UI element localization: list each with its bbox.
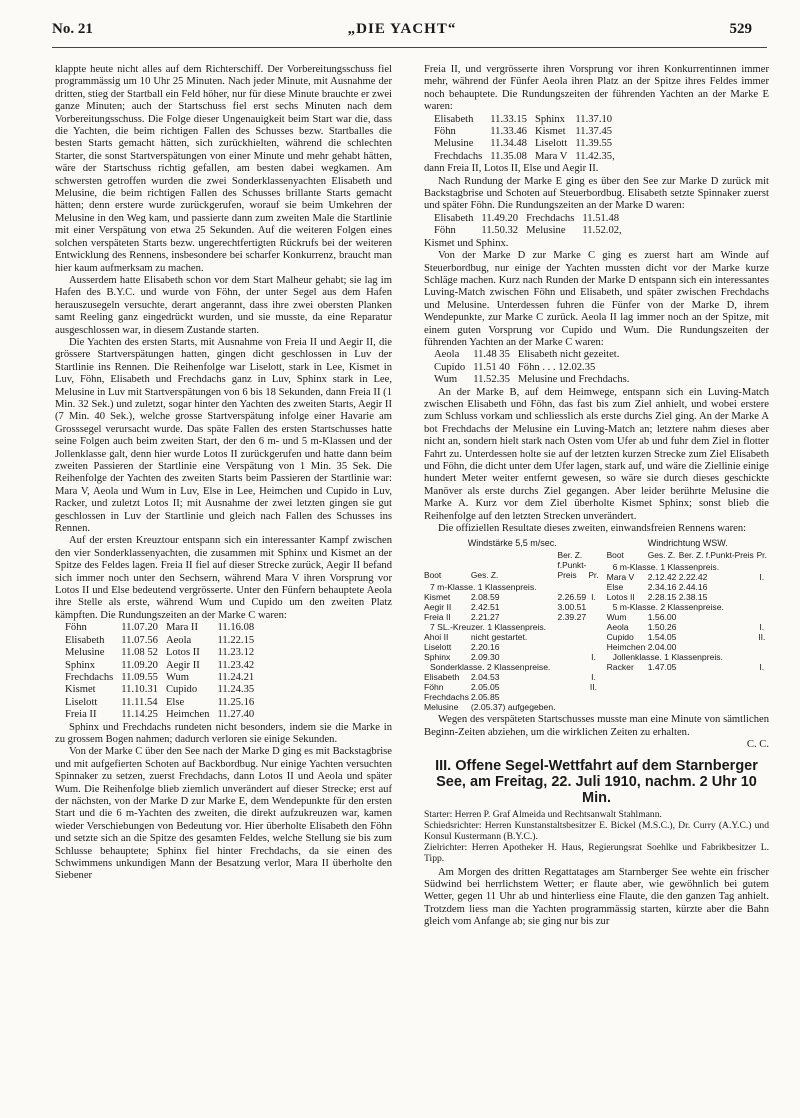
time-row [434, 126, 623, 138]
results-row [424, 612, 601, 622]
starter-line: Starter: Herren P. Graf Almeida und Rechtsanwalt Stahlmann. [424, 808, 662, 820]
results-row [607, 572, 769, 582]
time-row [434, 151, 623, 163]
paragraph: Auf der ersten Kreuztour entspann sich ein interessanter Kampf zwischen den vier Sonderklassenyachten, die zusammen mit Sphinx und Kismet an der Spitze des Feldes lagen. Freia II fiel auf dieser Strecke zurück, Aegir II befand sich immer noch unter den Sechsern, während Mara V ihren Vorsprung vor Lotos II und Else bedeutend vergrösserte. Unter den Fünfern behauptete Aeola ihre Stelle als erste, während Wum und Cupido um den zweiten Platz kämpften. Die Rundungszeiten an der Marke C waren: [55, 535, 392, 621]
results-row [424, 622, 601, 632]
times-table-mark-e [434, 114, 623, 164]
results-table [424, 538, 769, 712]
time-cell: 11.07.56 [121, 634, 158, 646]
time-cell: 11.33.15 [490, 113, 527, 125]
results-cell: Wum [606, 612, 627, 623]
class-header: 6 m-Klasse. 1 Klassenpreis. [612, 562, 720, 573]
class-header: 5 m-Klasse. 2 Klassenpreise. [612, 602, 724, 613]
results-column-header: Boot [606, 550, 624, 561]
time-cell: Mara V [534, 150, 568, 162]
time-cell: Föhn . . . 12.02.35 [517, 361, 596, 373]
time-row [65, 672, 262, 684]
paragraph: dann Freia II, Lotos II, Else und Aegir II. [424, 163, 599, 175]
results-cell: Aeola [606, 622, 629, 633]
results-row [424, 602, 601, 612]
results-cell: II. [589, 682, 598, 693]
results-cell: 2.42.51 [470, 602, 500, 613]
results-left [424, 538, 601, 712]
time-cell: Frechdachs [526, 212, 575, 224]
results-column-header: Pr. [756, 550, 767, 561]
time-cell: Wum [434, 374, 458, 386]
results-cell [557, 632, 588, 642]
results-row [424, 632, 601, 642]
results-cell: 3.00.51 [557, 602, 587, 613]
results-cell: 2.22.42 [678, 572, 708, 583]
time-cell: 11.10.31 [121, 684, 158, 696]
results-row [607, 592, 769, 602]
page-number: 529 [729, 21, 752, 37]
results-cell [557, 682, 588, 692]
results-cell: I. [591, 672, 596, 683]
results-cell: 2.26.59 [557, 592, 587, 603]
time-cell: Liselott [534, 138, 568, 150]
results-cell: 2.05.85 [470, 692, 500, 703]
time-row [65, 697, 262, 709]
results-cell: Elisabeth [424, 672, 460, 683]
time-cell: 11.09.55 [121, 671, 158, 683]
results-cell: Melusine [424, 702, 459, 713]
results-cell [588, 602, 600, 612]
time-cell: Föhn [434, 126, 456, 138]
wind-direction: Windrichtung WSW. [647, 538, 728, 549]
right-column [424, 64, 769, 929]
time-row [65, 635, 262, 647]
results-cell: Liselott [424, 642, 452, 653]
time-cell: Aeola [165, 634, 192, 646]
results-row [607, 582, 769, 592]
paragraph: An der Marke B, auf dem Heimwege, entspann sich ein Luving-Match zwischen Elisabeth und Föhn, das fast bis zum Ziel anhielt, und wobei erstere zum Schluss vorkam und schliesslich als erste durchs Ziel ging. An der Marke A bot Frechdachs der Melusine ein Luving-Match an; letztere nahm dieses aber nicht an, sondern hielt stark nach Osten vom Ufer ab und fuhr dem Ziel in flotter Fahrt zu. Unterdessen holte sie auf der letzten kurzen Strecke zum Ziel Elisabeth und Föhn, die dicht unter dem Ufer lagen, stark auf, und wäre die Ziellinie einige hundert Meter weiter entfernt gewesen, so wäre sie durch dieses geschickte Manöver als erste durchs Ziel gegangen. Aber leider berührte Melusine die Marke A. Kurz vor dem Ziel überholte Kismet Sphinx; sonst blieb die Reihenfolge auf den letzten Strecken unverändert. [424, 386, 769, 522]
time-cell: 11.33.46 [490, 126, 527, 138]
time-cell: Frechdachs [65, 671, 114, 683]
results-cell: Mara V [606, 572, 635, 583]
results-cell: Föhn [424, 682, 444, 693]
results-row [607, 562, 769, 572]
time-row [434, 374, 637, 386]
time-cell: 11.35.08 [490, 150, 527, 162]
time-cell: Else [165, 696, 185, 708]
signature: C. C. [746, 739, 769, 751]
time-cell: Cupido [165, 684, 198, 696]
time-cell: 11.16.08 [217, 622, 255, 634]
time-cell: Heimchen [165, 709, 210, 721]
paragraph: Von der Marke C über den See nach der Marke D ging es mit Backstagbrise und mit aufgefierten Schoten auf Backbordbug. Nur einige Yachten versuchten Spinnaker zu setzen, zuerst Frechdachs, dann Lotos II und Aeola und später Wum. Die Reihenfolge blieb ziemlich unverändert auf dieser Strecke; erst auf der nächsten, von der Marke D zur Marke E, dem Wendepunkte für den ersten Start und die 6 m-Yachten des zweiten, die direkt aufzukreuzen war, kamen wieder Verschiebungen von Bedeutung vor. Hier überholte Elisabeth den Föhn und setzte sich an die Spitze des gesamten Feldes, welche Stellung sie bis zum Schlusse behauptete; Sphinx fiel hinter Frechdachs, da sie einen des Schwimmens unkundigen Mann der Besatzung verlor, Mara II überholte den Siebener [55, 746, 392, 882]
results-cell: 2.04.00 [647, 642, 677, 653]
results-cell [757, 582, 769, 592]
results-cell: Freia II [424, 612, 451, 623]
results-cell: 2.09.30 [470, 652, 500, 663]
results-cell: 2.04.53 [470, 672, 500, 683]
class-header: 7 SL.-Kreuzer. 1 Klassenpreis. [430, 622, 547, 633]
left-column [55, 64, 392, 883]
results-row [607, 652, 769, 662]
results-cell: I. [759, 572, 765, 583]
results-cell: Cupido [606, 632, 634, 643]
time-cell: Föhn [65, 622, 87, 634]
time-cell: Elisabeth nicht gezeitet. [517, 349, 620, 361]
time-cell: Elisabeth [434, 113, 474, 125]
paragraph: Ausserdem hatte Elisabeth schon vor dem Start Malheur gehabt; sie lag im Hafen des B.Y.C. und wurde von Föhn, der unter Segel aus dem Hafen herauszusegeln versuchte, derart angerannt, dass ihre zwei obersten Planken samt Reeling ganz eingedrückt wurden, und sie musste, da eine Reparatur ausgeschlossen war, in diesem Zustande starten. [55, 274, 392, 336]
results-cell [679, 612, 757, 622]
time-cell: 11.09.20 [121, 659, 158, 671]
results-cell [557, 702, 588, 712]
results-cell: 1.47.05 [647, 662, 677, 673]
paragraph: Sphinx und Frechdachs rundeten nicht besonders, indem sie die Marke in zu grossem Bogen nahmen; dadurch verloren sie einige Sekunden. [55, 721, 392, 745]
section-heading: III. Offene Segel-Wettfahrt auf dem Starnberger See, am Freitag, 22. Juli 1910, nachm. 2 Uhr 10 Min. [435, 757, 758, 806]
time-row [434, 362, 637, 374]
time-cell: Melusine und Frechdachs. [517, 374, 630, 386]
results-cell: I. [591, 592, 596, 603]
time-cell: 11.25.16 [217, 696, 255, 708]
results-cell: 2.08.59 [470, 592, 500, 603]
time-cell: Sphinx [534, 113, 565, 125]
magazine-title: „DIE YACHT“ [347, 21, 457, 37]
results-row [424, 672, 601, 682]
results-row [424, 592, 601, 602]
results-row [424, 582, 601, 592]
results-cell: 2.34.16 [647, 582, 677, 593]
results-cell [588, 692, 600, 702]
time-row [65, 647, 262, 659]
results-cell: Lotos II [606, 592, 635, 603]
results-row [424, 702, 601, 712]
results-cell: nicht gestartet. [470, 632, 528, 643]
results-cell: Racker [606, 662, 634, 673]
time-cell: Elisabeth [434, 212, 474, 224]
results-cell [557, 692, 588, 702]
results-cell: I. [759, 662, 765, 673]
results-row [424, 682, 601, 692]
time-cell: Kismet [65, 684, 96, 696]
results-row [607, 632, 769, 642]
time-cell: 11.50.32 [481, 225, 519, 237]
results-column-header: Pr. [588, 570, 599, 581]
time-cell: 11.07.20 [121, 622, 158, 634]
paragraph: Von der Marke D zur Marke C ging es zuerst hart am Winde auf Steuerbordbug, nur einige der Yachten mussten dicht vor der Marke kurze Schläge machen. Kurz nach Runden der Marke D entspann sich ein interessantes Luving-Match zwischen Föhn und Elisabeth, und später zwischen Frechdachs und Melusine. Unterdessen fuhren die Fünfer von der Marke D, ihrem Wendepunkte, zur Marke C zurück. Aeola II lag immer noch an der Spitze, mit einem guten Vorsprung vor Cupido und Wum. Die Rundungszeiten der führenden Yachten an der Marke C waren: [424, 250, 769, 348]
time-cell: 11.52.02, [582, 225, 622, 237]
results-cell: Else [606, 582, 624, 593]
results-row [424, 692, 601, 702]
time-cell: 11.23.12 [217, 647, 255, 659]
results-cell: Aegir II [424, 602, 452, 613]
results-row [607, 662, 769, 672]
results-row [607, 622, 769, 632]
results-cell [557, 672, 588, 682]
results-cell [557, 652, 588, 662]
results-cell: Kismet [424, 592, 451, 603]
results-column-header: Ber. Z. f.Punkt-Preis [678, 550, 754, 561]
time-cell: 11.27.40 [217, 709, 255, 721]
time-row [434, 213, 630, 225]
results-cell: Sphinx [424, 652, 451, 663]
results-cell [588, 642, 600, 652]
results-right [607, 538, 769, 712]
time-cell: Aegir II [165, 659, 200, 671]
time-cell: 11.51.48 [582, 212, 620, 224]
header-rule [52, 47, 767, 48]
paragraph: Nach Rundung der Marke E ging es über den See zur Marke D zurück mit Backstagbrise und Schoten auf Steuerbordbug. Elisabeth setzte Spinnaker zuerst und später Föhn. Die Rundungszeiten an der Marke D waren: [424, 175, 769, 212]
results-row [424, 642, 601, 652]
results-cell: Frechdachs [424, 692, 469, 703]
time-cell: Melusine [526, 225, 566, 237]
judges-line: Schiedsrichter: Herren Kunstanstaltsbesitzer E. Bickel (M.S.C.), Dr. Curry (A.Y.C.) und Konsul Kustermann (B.Y.C.). [424, 819, 769, 843]
class-header: 7 m-Klasse. 1 Klassenpreis. [430, 582, 537, 593]
time-row [434, 349, 637, 361]
time-cell: 11.48 35 [473, 349, 510, 361]
results-row [607, 642, 769, 652]
time-row [65, 684, 262, 696]
results-cell: 2.21.27 [470, 612, 500, 623]
results-column-header: Ges. Z. [470, 570, 499, 581]
time-cell: 11.39.55 [575, 138, 613, 150]
time-cell: Wum [165, 671, 190, 683]
results-cell: (2.05.37) aufgegeben. [470, 702, 556, 713]
time-cell: Sphinx [65, 659, 96, 671]
paragraph: Freia II, und vergrösserte ihren Vorsprung vor ihren Konkurrentinnen immer mehr, während der Fünfer Aeola ihren Platz an der Spitze ihres Feldes immer noch behauptete. Die Rundungszeiten der führenden Yachten an der Marke E waren: [424, 64, 769, 113]
results-cell: 2.12.42 [647, 572, 677, 583]
results-cell: 2.39.27 [557, 612, 587, 623]
results-cell [557, 642, 588, 652]
paragraph: Kismet und Sphinx. [424, 237, 509, 249]
time-cell: Liselott [65, 696, 98, 708]
time-cell: 11.42.35, [575, 150, 615, 162]
results-row [424, 662, 601, 672]
results-cell [588, 612, 600, 622]
time-cell: 11.37.45 [575, 126, 613, 138]
results-row [607, 612, 769, 622]
time-cell: Lotos II [165, 647, 200, 659]
time-cell: 11.23.42 [217, 659, 255, 671]
time-cell: 11.51 40 [473, 361, 510, 373]
time-cell: Freia II [65, 709, 97, 721]
issue-number: No. 21 [52, 21, 93, 37]
time-row [65, 622, 262, 634]
results-cell: I. [759, 622, 765, 633]
results-cell: 1.50.26 [647, 622, 677, 633]
time-row [434, 225, 630, 237]
paragraph: klappte heute nicht alles auf dem Richterschiff. Der Vorbereitungsschuss fiel programmässig um 10 Uhr 25 Minuten. Nach jeder Minute, mit Ausnahme der dritten, stieg der Startball ein Feld höher, nur für diese Minute brauchte er zwei ganze Minuten; auch der Startschuss fiel erst sechs Minuten nach dem Vorbereitungsschuss. Die Folge dieser Ungenauigkeit beim Start war die, dass die Yachten, die beim richtigen Fallen des Schusses bezw. Startballes die besten Starts gemacht hätten, sich zurückhielten, während die schlechten Starter, die sonst Startverspätungen von einer Minute und mehr gehabt hätten, wäre der Startschuss richtig gefallen, am besten dabei wegkamen. Am schwersten getroffen wurden die zwei Sonderklassenyachten Elisabeth und Melusine, die beim richtigen Fallen des Schusses brillante Starts gemacht hätten; denn erstere wurde zurückgerufen, worauf sie beim Umkehren der Melusine in den Weg kam, und passierte dann zum zweiten Male die Startlinie mit einer Verspätung von etwa 25 Sekunden. Auf die weiteren Folgen eines solchen verspäteten Starts bezw. ungerechtfertigten Rückrufs bei der weiteren Entwicklung des Rennens, insbesondere bei scharfer Konkurrenz, braucht man hier kaum aufmerksam zu machen. [55, 64, 392, 274]
results-cell: I. [591, 652, 596, 663]
results-cell [757, 592, 769, 602]
results-cell: Ahoi II [424, 632, 449, 643]
results-cell: 1.56.00 [647, 612, 677, 623]
time-cell: Mara II [165, 622, 198, 634]
time-row [65, 709, 262, 721]
results-cell [679, 622, 757, 632]
time-cell: 11.52.35 [473, 374, 510, 386]
time-cell: 11.24.35 [217, 684, 255, 696]
results-cell [679, 662, 757, 672]
times-table-mark-c [65, 622, 262, 721]
times-table-mark-d [434, 213, 630, 238]
time-cell: Aeola [434, 349, 460, 361]
time-cell: Melusine [65, 647, 105, 659]
paragraph: Die offiziellen Resultate dieses zweiten, einwandsfreien Rennens waren: [438, 523, 747, 535]
results-cell: II. [758, 632, 766, 643]
results-cell [757, 612, 769, 622]
results-column-header: Ges. Z. [647, 550, 676, 561]
time-cell: 11.14.25 [121, 709, 158, 721]
wind-strength: Windstärke 5,5 m/sec. [467, 538, 557, 549]
time-row [65, 660, 262, 672]
time-cell: 11.49.20 [481, 212, 519, 224]
paragraph: Am Morgen des dritten Regattatages am Starnberger See wehte ein frischer Südwind bei herrlichstem Wetter; er flaute aber, wie gewöhnlich bei gutem Wetter, gegen 11 Uhr ab und hinterliess eine Flaute, die den ganzen Tag anhielt. Trotzdem liess man die Yachten programmässig starten, kürzte aber die Bahn gleich vom Anfange ab; sie ging nur bis zur [424, 866, 769, 928]
officials [424, 809, 769, 865]
time-cell: Elisabeth [65, 634, 105, 646]
time-cell: 11.08 52 [121, 647, 158, 659]
results-row [424, 652, 601, 662]
results-cell: 1.54.05 [647, 632, 677, 643]
results-cell: 2.20.16 [470, 642, 500, 653]
results-cell [757, 642, 769, 652]
results-cell [588, 702, 600, 712]
time-row [434, 114, 623, 126]
time-cell: Melusine [434, 138, 474, 150]
results-cell: 2.28.15 [647, 592, 677, 603]
class-header: Sonderklasse. 2 Klassenpreise. [430, 662, 551, 673]
time-cell: Cupido [434, 361, 466, 373]
paragraph: Die Yachten des ersten Starts, mit Ausnahme von Freia II und Aegir II, die grössere Startverspätungen hatten, gingen dicht geschlossen in Luv der Startlinie ins Rennen. Die Reihenfolge war Liselott, stark in Lee, Kismet in Luv, Föhn, Elisabeth und Frechdachs ganz in Luv, Sphinx stark in Lee, Melusine in Luv mit Startverspätungen von 6 bis 18 Sekunden, dann Freia II (1 Min. 32 Sek.) und zuletzt, sogar hinter den Yachten des zweiten Starts, Aegir II (7 Min. 40 Sek.), welche grosse Startverspätung infolge einer Havarie am Grosssegel verursacht wurde. Das späte Fallen des ersten Startschusses hatte seine Folgen auch beim zweiten Start, der den 6 m- und 5 m-Klassen und der Jollenklasse galt, denn hier wurde Lotos II zurückgerufen und hatte dann beim zweiten Passieren der Startlinie eine Verspätung von 1 Min. 35 Sek. Die Reihenfolge der Yachten des zweiten Starts beim Passieren der Startlinie war: Mara V, Aeola und Wum in Luv, Else in Lee, Heimchen und Cupido in Luv, Racker, und zuletzt Lotos II; mit Ausnahme der zwei letzten gingen sie gut geschlossen in Luv der Startlinie und gleich nach Fallen des Schusses ins Rennen. [55, 336, 392, 535]
time-cell: Kismet [534, 126, 566, 138]
time-cell: 11.22.15 [217, 634, 255, 646]
results-cell [588, 632, 600, 642]
results-cell: 2.44.16 [678, 582, 708, 593]
time-row [434, 138, 623, 150]
class-header: Jollenklasse. 1 Klassenpreis. [612, 652, 723, 663]
results-column-header: Ber. Z. f.Punkt-Preis [557, 550, 587, 581]
time-cell: Frechdachs [434, 150, 483, 162]
results-row [607, 602, 769, 612]
times-table-mark-c2 [434, 349, 637, 386]
finish-judges-line: Zielrichter: Herren Apotheker H. Haus, Regierungsrat Soehlke und Fabrikbesitzer L. Tipp. [424, 842, 769, 865]
results-cell: Heimchen [606, 642, 646, 653]
results-cell: 2.05.05 [470, 682, 500, 693]
results-cell [679, 632, 757, 642]
time-cell: 11.11.54 [121, 696, 158, 708]
time-cell: Föhn [434, 225, 456, 237]
results-column-header: Boot [424, 570, 442, 581]
closing-note: Wegen des verspäteten Startschusses musste man eine Minute von sämtlichen Beginn-Zeiten abziehen, um die wirklichen Zeiten zu erhalten. [424, 714, 769, 738]
time-cell: 11.24.21 [217, 671, 255, 683]
page-header [52, 21, 752, 43]
results-cell: 2.38.15 [678, 592, 708, 603]
time-cell: 11.34.48 [490, 138, 527, 150]
time-cell: 11.37.10 [575, 113, 613, 125]
results-cell [679, 642, 757, 652]
